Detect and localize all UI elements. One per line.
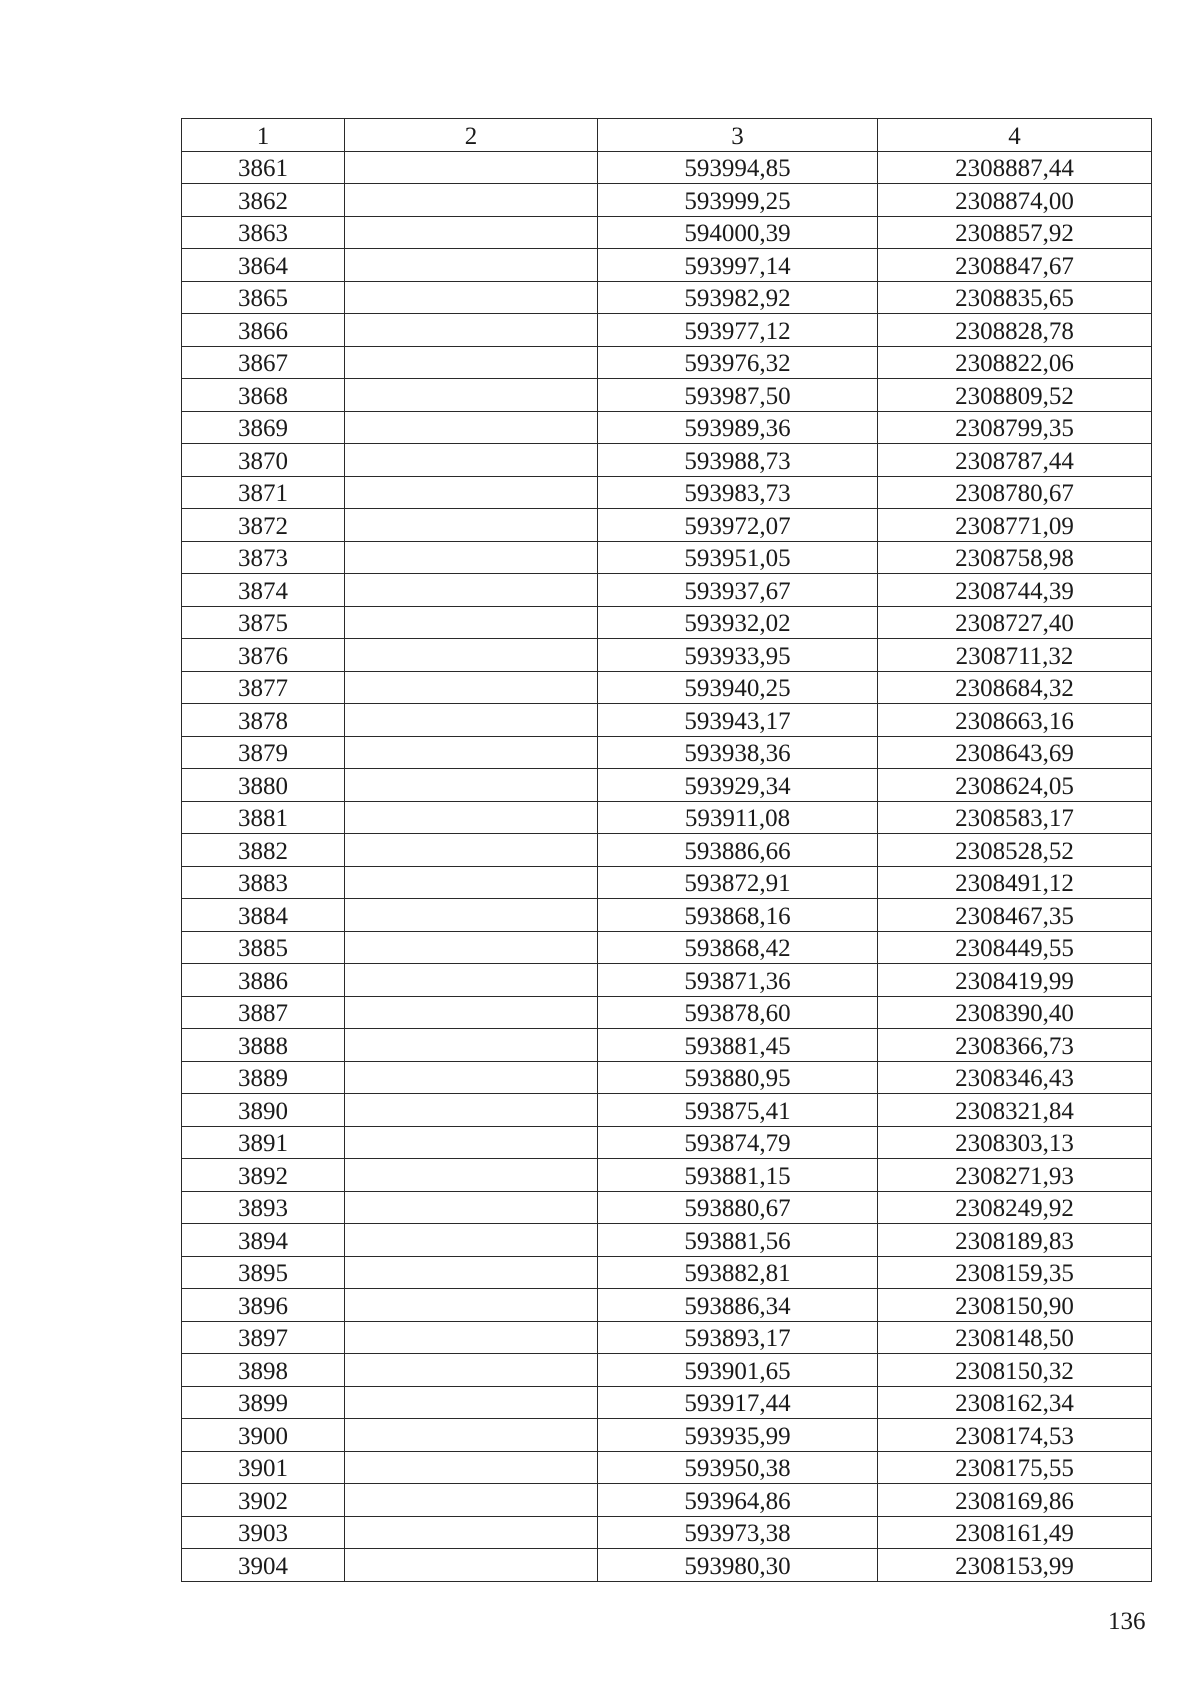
x-coordinate-cell: 593940,25 (598, 671, 878, 704)
point-number-cell: 3862 (182, 184, 345, 217)
table-row (182, 1354, 1152, 1387)
name-cell (345, 1321, 598, 1354)
table-row (182, 866, 1152, 899)
table-row (182, 1029, 1152, 1062)
y-coordinate-cell: 2308303,13 (878, 1126, 1152, 1159)
point-number-cell: 3898 (182, 1354, 345, 1387)
point-number-cell: 3899 (182, 1386, 345, 1419)
x-coordinate-cell: 593989,36 (598, 411, 878, 444)
y-coordinate-cell: 2308663,16 (878, 704, 1152, 737)
table-row (182, 769, 1152, 802)
table-row (182, 1224, 1152, 1257)
name-cell (345, 314, 598, 347)
name-cell (345, 1256, 598, 1289)
table-row (182, 1451, 1152, 1484)
x-coordinate-cell: 593874,79 (598, 1126, 878, 1159)
x-coordinate-cell: 593872,91 (598, 866, 878, 899)
table-row (182, 704, 1152, 737)
x-coordinate-cell: 593972,07 (598, 509, 878, 542)
point-number-cell: 3879 (182, 736, 345, 769)
x-coordinate-cell: 593997,14 (598, 249, 878, 282)
x-coordinate-cell: 593964,86 (598, 1484, 878, 1517)
table-row (182, 606, 1152, 639)
name-cell (345, 216, 598, 249)
point-number-cell: 3896 (182, 1289, 345, 1322)
y-coordinate-cell: 2308643,69 (878, 736, 1152, 769)
y-coordinate-cell: 2308835,65 (878, 281, 1152, 314)
name-cell (345, 444, 598, 477)
y-coordinate-cell: 2308150,90 (878, 1289, 1152, 1322)
y-coordinate-cell: 2308758,98 (878, 541, 1152, 574)
y-coordinate-cell: 2308419,99 (878, 964, 1152, 997)
point-number-cell: 3872 (182, 509, 345, 542)
x-coordinate-cell: 593871,36 (598, 964, 878, 997)
table-row (182, 671, 1152, 704)
table-row (182, 996, 1152, 1029)
x-coordinate-cell: 593935,99 (598, 1419, 878, 1452)
name-cell (345, 151, 598, 184)
y-coordinate-cell: 2308153,99 (878, 1549, 1152, 1582)
name-cell (345, 574, 598, 607)
point-number-cell: 3869 (182, 411, 345, 444)
table-row (182, 476, 1152, 509)
point-number-cell: 3893 (182, 1191, 345, 1224)
table-row (182, 281, 1152, 314)
page-number: 136 (1108, 1608, 1146, 1635)
y-coordinate-cell: 2308174,53 (878, 1419, 1152, 1452)
point-number-cell: 3861 (182, 151, 345, 184)
name-cell (345, 1451, 598, 1484)
table-row (182, 1386, 1152, 1419)
y-coordinate-cell: 2308711,32 (878, 639, 1152, 672)
x-coordinate-cell: 593933,95 (598, 639, 878, 672)
y-coordinate-cell: 2308449,55 (878, 931, 1152, 964)
name-cell (345, 1386, 598, 1419)
name-cell (345, 639, 598, 672)
y-coordinate-cell: 2308828,78 (878, 314, 1152, 347)
x-coordinate-cell: 593881,56 (598, 1224, 878, 1257)
y-coordinate-cell: 2308159,35 (878, 1256, 1152, 1289)
y-coordinate-cell: 2308467,35 (878, 899, 1152, 932)
x-coordinate-cell: 593878,60 (598, 996, 878, 1029)
name-cell (345, 1159, 598, 1192)
x-coordinate-cell: 594000,39 (598, 216, 878, 249)
point-number-cell: 3871 (182, 476, 345, 509)
name-cell (345, 541, 598, 574)
y-coordinate-cell: 2308799,35 (878, 411, 1152, 444)
coordinates-table (181, 118, 1152, 1582)
table-row (182, 509, 1152, 542)
table-row (182, 216, 1152, 249)
x-coordinate-cell: 593881,45 (598, 1029, 878, 1062)
name-cell (345, 281, 598, 314)
y-coordinate-cell: 2308249,92 (878, 1191, 1152, 1224)
y-coordinate-cell: 2308847,67 (878, 249, 1152, 282)
header-cell-3: 3 (598, 119, 878, 152)
x-coordinate-cell: 593929,34 (598, 769, 878, 802)
y-coordinate-cell: 2308809,52 (878, 379, 1152, 412)
point-number-cell: 3873 (182, 541, 345, 574)
name-cell (345, 866, 598, 899)
header-cell-2: 2 (345, 119, 598, 152)
name-cell (345, 1516, 598, 1549)
table-row (182, 899, 1152, 932)
y-coordinate-cell: 2308787,44 (878, 444, 1152, 477)
point-number-cell: 3889 (182, 1061, 345, 1094)
point-number-cell: 3895 (182, 1256, 345, 1289)
x-coordinate-cell: 593951,05 (598, 541, 878, 574)
point-number-cell: 3897 (182, 1321, 345, 1354)
name-cell (345, 1354, 598, 1387)
name-cell (345, 509, 598, 542)
table-row (182, 1159, 1152, 1192)
point-number-cell: 3903 (182, 1516, 345, 1549)
point-number-cell: 3880 (182, 769, 345, 802)
table-row (182, 1191, 1152, 1224)
y-coordinate-cell: 2308887,44 (878, 151, 1152, 184)
table-row (182, 736, 1152, 769)
point-number-cell: 3885 (182, 931, 345, 964)
x-coordinate-cell: 593994,85 (598, 151, 878, 184)
point-number-cell: 3901 (182, 1451, 345, 1484)
table-row (182, 346, 1152, 379)
name-cell (345, 964, 598, 997)
name-cell (345, 1484, 598, 1517)
name-cell (345, 379, 598, 412)
x-coordinate-cell: 593886,66 (598, 834, 878, 867)
point-number-cell: 3882 (182, 834, 345, 867)
name-cell (345, 1549, 598, 1582)
x-coordinate-cell: 593976,32 (598, 346, 878, 379)
point-number-cell: 3863 (182, 216, 345, 249)
table-row (182, 964, 1152, 997)
table-row (182, 151, 1152, 184)
y-coordinate-cell: 2308169,86 (878, 1484, 1152, 1517)
point-number-cell: 3876 (182, 639, 345, 672)
point-number-cell: 3868 (182, 379, 345, 412)
x-coordinate-cell: 593868,42 (598, 931, 878, 964)
y-coordinate-cell: 2308528,52 (878, 834, 1152, 867)
name-cell (345, 704, 598, 737)
table-row (182, 379, 1152, 412)
table-row (182, 444, 1152, 477)
x-coordinate-cell: 593973,38 (598, 1516, 878, 1549)
y-coordinate-cell: 2308822,06 (878, 346, 1152, 379)
point-number-cell: 3891 (182, 1126, 345, 1159)
x-coordinate-cell: 593980,30 (598, 1549, 878, 1582)
table-row (182, 249, 1152, 282)
name-cell (345, 1094, 598, 1127)
table-row (182, 639, 1152, 672)
name-cell (345, 996, 598, 1029)
point-number-cell: 3900 (182, 1419, 345, 1452)
table-row (182, 1419, 1152, 1452)
table-row (182, 1094, 1152, 1127)
point-number-cell: 3904 (182, 1549, 345, 1582)
y-coordinate-cell: 2308624,05 (878, 769, 1152, 802)
name-cell (345, 1191, 598, 1224)
point-number-cell: 3886 (182, 964, 345, 997)
point-number-cell: 3878 (182, 704, 345, 737)
header-cell-1: 1 (182, 119, 345, 152)
point-number-cell: 3894 (182, 1224, 345, 1257)
name-cell (345, 1061, 598, 1094)
name-cell (345, 184, 598, 217)
x-coordinate-cell: 593868,16 (598, 899, 878, 932)
table-row (182, 1484, 1152, 1517)
point-number-cell: 3866 (182, 314, 345, 347)
x-coordinate-cell: 593999,25 (598, 184, 878, 217)
x-coordinate-cell: 593880,95 (598, 1061, 878, 1094)
name-cell (345, 249, 598, 282)
point-number-cell: 3881 (182, 801, 345, 834)
y-coordinate-cell: 2308271,93 (878, 1159, 1152, 1192)
y-coordinate-cell: 2308744,39 (878, 574, 1152, 607)
y-coordinate-cell: 2308346,43 (878, 1061, 1152, 1094)
y-coordinate-cell: 2308162,34 (878, 1386, 1152, 1419)
table-row (182, 801, 1152, 834)
x-coordinate-cell: 593882,81 (598, 1256, 878, 1289)
table-row (182, 1321, 1152, 1354)
y-coordinate-cell: 2308684,32 (878, 671, 1152, 704)
table-row (182, 314, 1152, 347)
point-number-cell: 3887 (182, 996, 345, 1029)
y-coordinate-cell: 2308150,32 (878, 1354, 1152, 1387)
y-coordinate-cell: 2308161,49 (878, 1516, 1152, 1549)
x-coordinate-cell: 593917,44 (598, 1386, 878, 1419)
name-cell (345, 931, 598, 964)
x-coordinate-cell: 593982,92 (598, 281, 878, 314)
x-coordinate-cell: 593938,36 (598, 736, 878, 769)
x-coordinate-cell: 593987,50 (598, 379, 878, 412)
name-cell (345, 346, 598, 379)
y-coordinate-cell: 2308148,50 (878, 1321, 1152, 1354)
x-coordinate-cell: 593983,73 (598, 476, 878, 509)
x-coordinate-cell: 593881,15 (598, 1159, 878, 1192)
table-row (182, 1289, 1152, 1322)
point-number-cell: 3892 (182, 1159, 345, 1192)
x-coordinate-cell: 593886,34 (598, 1289, 878, 1322)
name-cell (345, 671, 598, 704)
y-coordinate-cell: 2308857,92 (878, 216, 1152, 249)
point-number-cell: 3902 (182, 1484, 345, 1517)
name-cell (345, 411, 598, 444)
name-cell (345, 899, 598, 932)
x-coordinate-cell: 593977,12 (598, 314, 878, 347)
point-number-cell: 3890 (182, 1094, 345, 1127)
table-row (182, 411, 1152, 444)
table-header-row (182, 119, 1152, 152)
name-cell (345, 1419, 598, 1452)
point-number-cell: 3867 (182, 346, 345, 379)
name-cell (345, 834, 598, 867)
table-row (182, 1256, 1152, 1289)
x-coordinate-cell: 593932,02 (598, 606, 878, 639)
table-row (182, 541, 1152, 574)
table-row (182, 834, 1152, 867)
y-coordinate-cell: 2308780,67 (878, 476, 1152, 509)
x-coordinate-cell: 593950,38 (598, 1451, 878, 1484)
name-cell (345, 1126, 598, 1159)
table-row (182, 1061, 1152, 1094)
point-number-cell: 3884 (182, 899, 345, 932)
name-cell (345, 476, 598, 509)
point-number-cell: 3875 (182, 606, 345, 639)
table-row (182, 931, 1152, 964)
x-coordinate-cell: 593937,67 (598, 574, 878, 607)
header-cell-4: 4 (878, 119, 1152, 152)
point-number-cell: 3865 (182, 281, 345, 314)
name-cell (345, 1289, 598, 1322)
y-coordinate-cell: 2308175,55 (878, 1451, 1152, 1484)
name-cell (345, 769, 598, 802)
table-row (182, 574, 1152, 607)
table-row (182, 184, 1152, 217)
y-coordinate-cell: 2308366,73 (878, 1029, 1152, 1062)
x-coordinate-cell: 593988,73 (598, 444, 878, 477)
name-cell (345, 1224, 598, 1257)
x-coordinate-cell: 593943,17 (598, 704, 878, 737)
y-coordinate-cell: 2308390,40 (878, 996, 1152, 1029)
point-number-cell: 3864 (182, 249, 345, 282)
point-number-cell: 3888 (182, 1029, 345, 1062)
x-coordinate-cell: 593880,67 (598, 1191, 878, 1224)
y-coordinate-cell: 2308491,12 (878, 866, 1152, 899)
name-cell (345, 606, 598, 639)
y-coordinate-cell: 2308189,83 (878, 1224, 1152, 1257)
table-body (182, 119, 1152, 1582)
table-row (182, 1516, 1152, 1549)
name-cell (345, 1029, 598, 1062)
y-coordinate-cell: 2308874,00 (878, 184, 1152, 217)
x-coordinate-cell: 593901,65 (598, 1354, 878, 1387)
x-coordinate-cell: 593893,17 (598, 1321, 878, 1354)
point-number-cell: 3883 (182, 866, 345, 899)
y-coordinate-cell: 2308771,09 (878, 509, 1152, 542)
point-number-cell: 3874 (182, 574, 345, 607)
y-coordinate-cell: 2308727,40 (878, 606, 1152, 639)
table-row (182, 1126, 1152, 1159)
table-row (182, 1549, 1152, 1582)
x-coordinate-cell: 593911,08 (598, 801, 878, 834)
point-number-cell: 3870 (182, 444, 345, 477)
x-coordinate-cell: 593875,41 (598, 1094, 878, 1127)
y-coordinate-cell: 2308321,84 (878, 1094, 1152, 1127)
name-cell (345, 736, 598, 769)
y-coordinate-cell: 2308583,17 (878, 801, 1152, 834)
point-number-cell: 3877 (182, 671, 345, 704)
name-cell (345, 801, 598, 834)
